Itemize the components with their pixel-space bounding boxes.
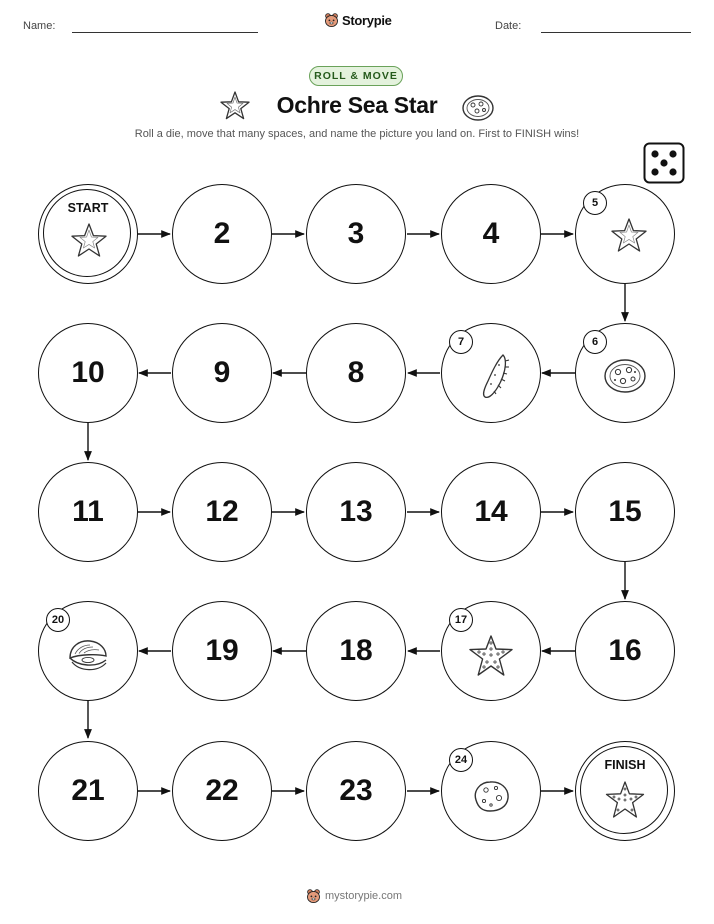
- date-label: Date:: [495, 20, 522, 32]
- spotted-sea-star-icon: [467, 633, 515, 679]
- space-4[interactable]: [441, 184, 541, 284]
- start-label: START: [67, 201, 109, 215]
- space-3[interactable]: [306, 184, 406, 284]
- sea-star-icon: [69, 221, 109, 261]
- space-number-badge: 17: [449, 608, 473, 632]
- space-number: 4: [482, 217, 500, 250]
- space-number-badge: 5: [583, 191, 607, 215]
- space-9[interactable]: [172, 323, 272, 423]
- spotted-sea-star-icon: [604, 780, 646, 820]
- pizza-icon: [602, 356, 648, 396]
- space-2[interactable]: [172, 184, 272, 284]
- space-number: 14: [474, 495, 508, 528]
- space-number: 11: [72, 495, 104, 528]
- space-13[interactable]: [306, 462, 406, 562]
- space-number: 16: [608, 634, 642, 667]
- space-number: 13: [339, 495, 373, 528]
- footer: [306, 888, 402, 904]
- space-number-badge: 24: [449, 748, 473, 772]
- space-6[interactable]: [575, 323, 675, 423]
- space-10[interactable]: [38, 323, 138, 423]
- space-start[interactable]: [38, 184, 138, 284]
- space-20[interactable]: [38, 601, 138, 701]
- sea-cucumber-icon: [476, 351, 516, 403]
- space-14[interactable]: [441, 462, 541, 562]
- space-finish[interactable]: [575, 741, 675, 841]
- storypie-mascot-icon: [306, 888, 321, 904]
- space-number: 22: [205, 774, 239, 807]
- space-15[interactable]: [575, 462, 675, 562]
- space-number: 23: [339, 774, 373, 807]
- space-7[interactable]: [441, 323, 541, 423]
- space-5[interactable]: [575, 184, 675, 284]
- space-number: 19: [205, 634, 239, 667]
- space-12[interactable]: [172, 462, 272, 562]
- sea-star-icon: [609, 216, 649, 256]
- space-number-badge: 20: [46, 608, 70, 632]
- space-11[interactable]: [38, 462, 138, 562]
- space-23[interactable]: [306, 741, 406, 841]
- brand-name: Storypie: [342, 12, 392, 28]
- space-19[interactable]: [172, 601, 272, 701]
- page-title: Ochre Sea Star: [276, 92, 438, 118]
- space-number: 3: [347, 217, 365, 250]
- finish-label: FINISH: [604, 758, 646, 772]
- space-number: 2: [213, 217, 231, 250]
- space-number: 18: [339, 634, 373, 667]
- space-number-badge: 6: [583, 330, 607, 354]
- space-21[interactable]: [38, 741, 138, 841]
- rock-icon: [469, 776, 513, 816]
- space-number: 15: [608, 495, 642, 528]
- space-8[interactable]: [306, 323, 406, 423]
- space-17[interactable]: [441, 601, 541, 701]
- space-number: 10: [71, 356, 105, 389]
- space-number: 21: [71, 774, 105, 807]
- footer-url[interactable]: mystorypie.com: [325, 890, 403, 902]
- name-label: Name:: [23, 20, 56, 32]
- space-number: 9: [213, 356, 231, 389]
- space-number: 12: [205, 495, 239, 528]
- clam-shell-icon: [66, 636, 110, 676]
- space-16[interactable]: [575, 601, 675, 701]
- space-22[interactable]: [172, 741, 272, 841]
- instructions: Roll a die, move that many spaces, and name the picture you land on. First to FINISH wins!: [134, 128, 580, 140]
- space-number: 8: [347, 356, 365, 389]
- space-18[interactable]: [306, 601, 406, 701]
- activity-type-badge: ROLL & MOVE: [309, 66, 403, 86]
- space-24[interactable]: [441, 741, 541, 841]
- space-number-badge: 7: [449, 330, 473, 354]
